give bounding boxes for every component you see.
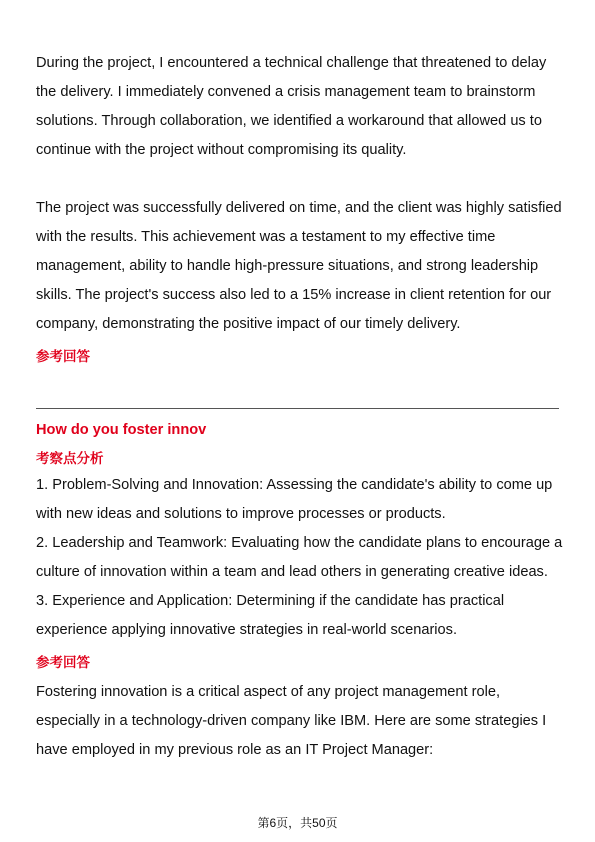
paragraph-line: with the results. This achievement was a testament to my effective time [36, 229, 496, 245]
question-title: How do you foster innov [36, 422, 207, 438]
paragraph-line: solutions. Through collaboration, we identified a workaround that allowed us to [36, 113, 542, 129]
section-divider [36, 408, 559, 409]
analysis-line: experience applying innovative strategies in real-world scenarios. [36, 622, 458, 638]
answer-line: especially in a technology-driven company like IBM. Here are some strategies I [36, 713, 547, 729]
reference-answer-label: 参考回答 [36, 349, 90, 364]
reference-answer-label: 参考回答 [36, 655, 90, 670]
analysis-line: with new ideas and solutions to improve processes or products. [36, 506, 446, 522]
analysis-line: 2. Leadership and Teamwork: Evaluating how the candidate plans to encourage a [36, 535, 563, 551]
paragraph-line: The project was successfully delivered on time, and the client was highly satisfied [36, 200, 562, 216]
answer-line: Fostering innovation is a critical aspect of any project management role, [36, 684, 500, 700]
page-number: 第6页，共50页 [257, 816, 338, 830]
analysis-line: culture of innovation within a team and lead others in generating creative ideas. [36, 564, 548, 580]
paragraph-line: management, ability to handle high-pressure situations, and strong leadership [36, 258, 539, 274]
paragraph-line: skills. The project's success also led to a 15% increase in client retention for our [36, 287, 552, 303]
paragraph-line: During the project, I encountered a technical challenge that threatened to delay [36, 55, 547, 71]
analysis-line: 3. Experience and Application: Determining if the candidate has practical [36, 593, 505, 609]
answer-line: have employed in my previous role as an IT Project Manager: [36, 742, 434, 758]
analysis-line: 1. Problem-Solving and Innovation: Assessing the candidate's ability to come up [36, 477, 553, 493]
paragraph-line: company, demonstrating the positive impact of our timely delivery. [36, 316, 461, 332]
paragraph-line: the delivery. I immediately convened a crisis management team to brainstorm [36, 84, 536, 100]
analysis-label: 考察点分析 [36, 451, 104, 466]
paragraph-line: continue with the project without compromising its quality. [36, 142, 407, 158]
